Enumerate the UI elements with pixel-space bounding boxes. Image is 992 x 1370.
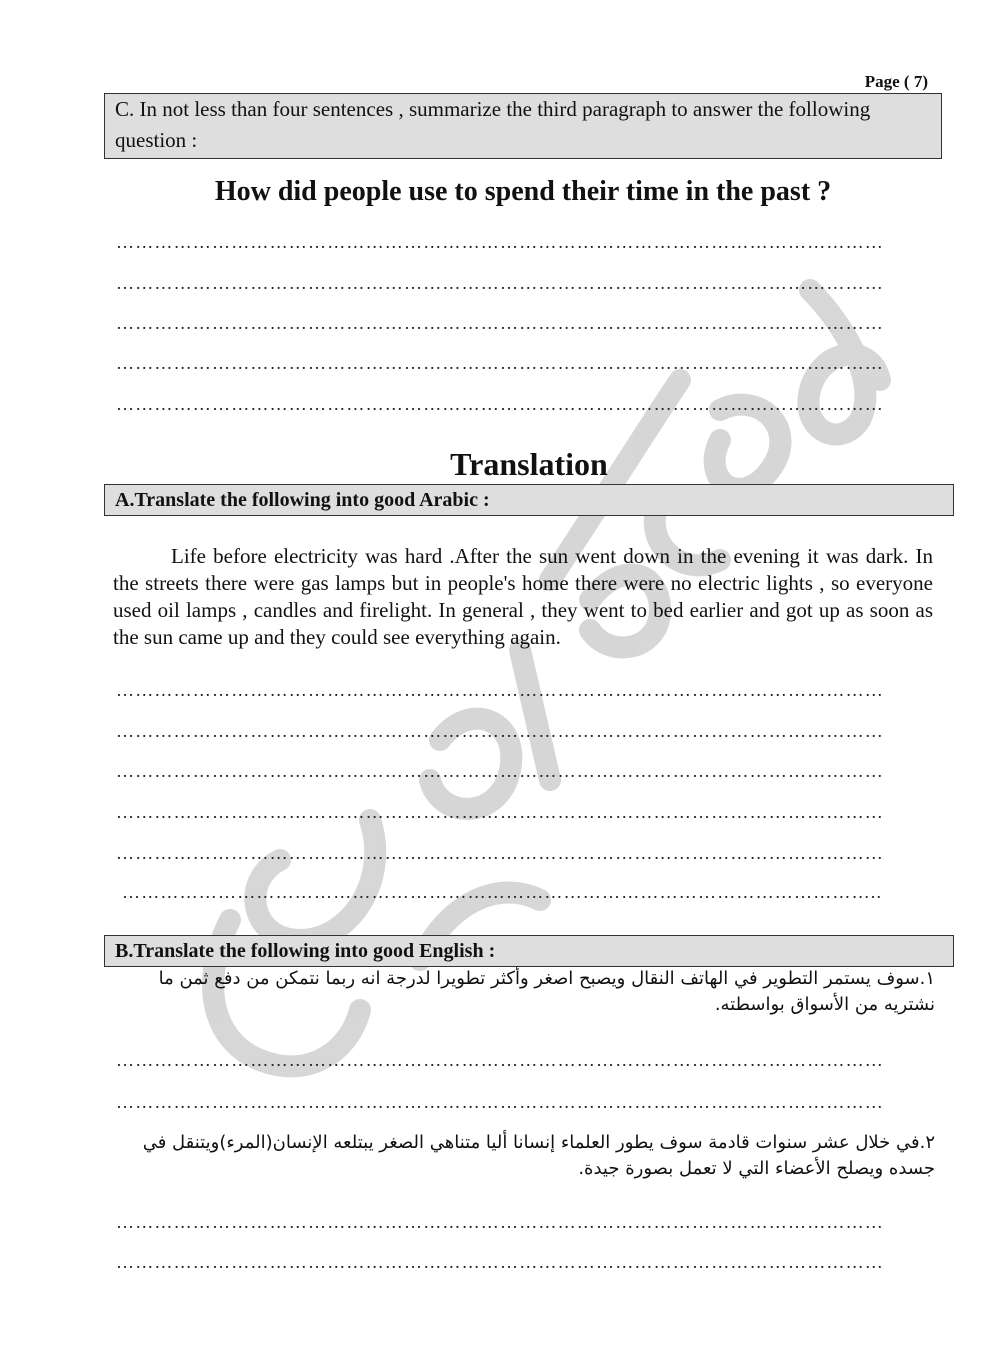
summary-question: How did people use to spend their time in the past ? — [214, 176, 832, 207]
part-b-instruction: B.Translate the following into good English : — [104, 935, 954, 967]
answer-line[interactable]: ………………………………………………………………………………………………………… — [116, 1252, 884, 1272]
arabic-sentence-2: ٢.في خلال عشر سنوات قادمة سوف يطور العلماء إنسانا أليا متناهي الصغر يبتلعه الإنسان(المرء)ويتنقل في جسده ويصلح الأعضاء التي لا تعمل بصورة جيدة. — [142, 1132, 935, 1179]
answer-line[interactable]: ………………………………………………………………………………………………………… — [116, 802, 884, 822]
page-number: Page ( 7) — [864, 72, 928, 91]
answer-line[interactable]: ………………………………………………………………………………………………………… — [116, 761, 884, 781]
translation-heading: Translation — [450, 446, 608, 482]
answer-line[interactable]: ………………………………………………………………………………………………………… — [116, 1050, 884, 1070]
answer-line[interactable]: ………………………………………………………………………………………………………… — [116, 313, 884, 333]
section-c-instruction: C. In not less than four sentences , summarize the third paragraph to answer the following question : — [104, 93, 942, 159]
arabic-sentence-1: ١.سوف يستمر التطوير في الهاتف النقال ويصبح اصغر وأكثر تطويرا لدرجة انه ربما نتمكن من دفع ثمن ما نشتريه من الأسواق بواسطته. — [158, 968, 935, 1015]
answer-line[interactable]: ………………………………………………………………………………………………………… — [116, 1092, 884, 1112]
translation-paragraph: Life before electricity was hard .After the sun went down in the evening it was dark. In the streets there were gas lamps but in people's home there were no electric lights , so everyone used oil lamps , candles and firelight. In general , they went to bed earlier and got up as soon as the sun came up and they could see everything again. — [113, 544, 933, 649]
answer-line[interactable]: ………………………………………………………………………………………………………… — [116, 680, 884, 700]
answer-line[interactable]: ……………………………………………………………………………………………………….. — [122, 882, 883, 902]
answer-line[interactable]: ………………………………………………………………………………………………………… — [116, 232, 884, 252]
answer-line[interactable]: ………………………………………………………………………………………………………… — [116, 273, 884, 293]
answer-line[interactable]: ………………………………………………………………………………………………………… — [116, 843, 884, 863]
answer-line[interactable]: ………………………………………………………………………………………………………… — [116, 721, 884, 741]
answer-line[interactable]: ………………………………………………………………………………………………………… — [116, 353, 884, 373]
answer-line[interactable]: ………………………………………………………………………………………………………… — [116, 394, 884, 414]
part-a-instruction: A.Translate the following into good Arabic : — [104, 484, 954, 516]
answer-line[interactable]: ………………………………………………………………………………………………………… — [116, 1212, 884, 1232]
